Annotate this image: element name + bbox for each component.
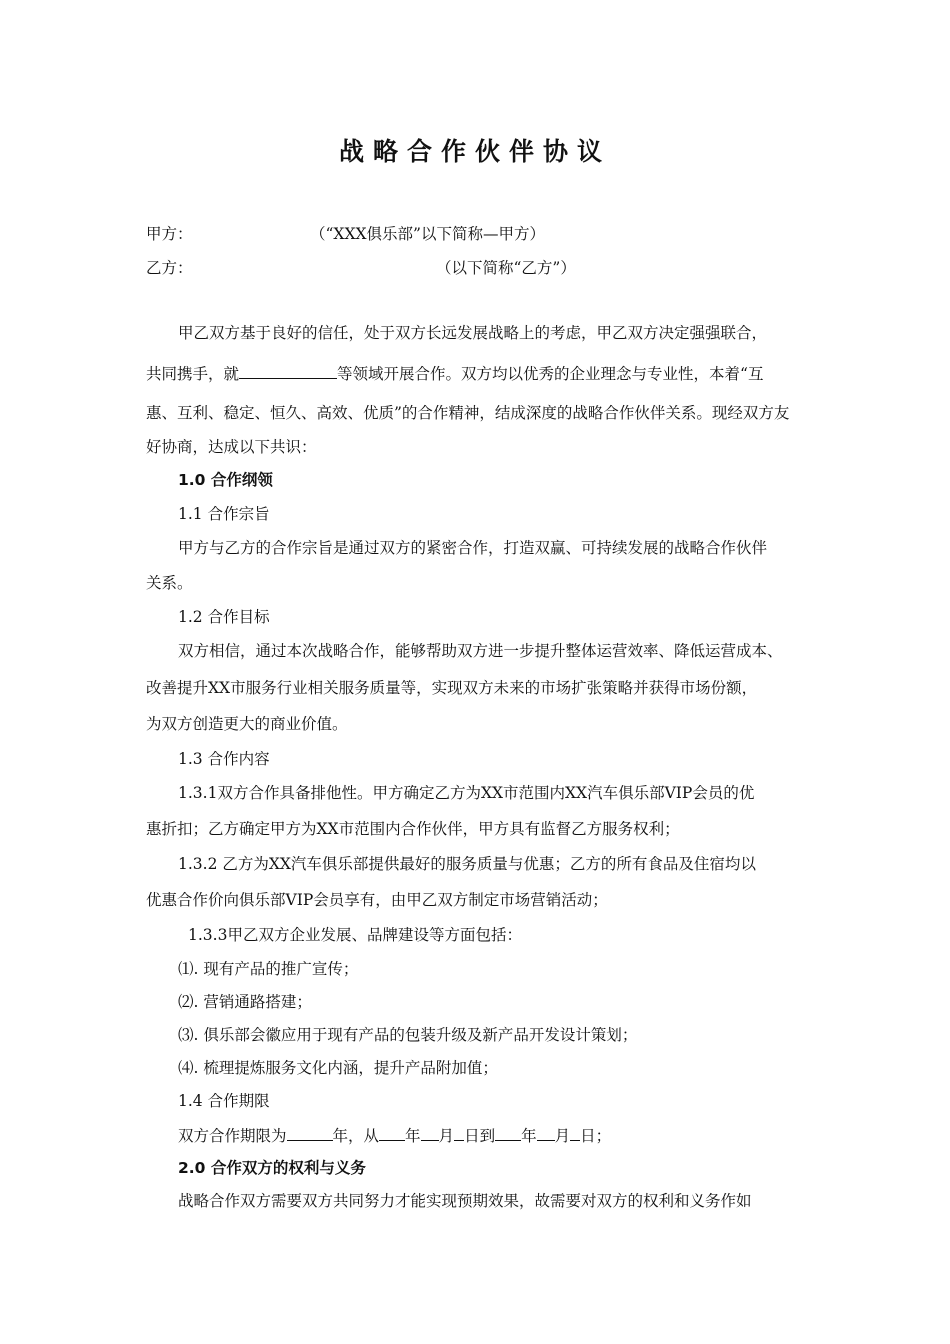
document-title: 战略合作伙伴协议 (338, 137, 611, 166)
section-1-3-heading: 1.3 合作内容 (178, 750, 270, 768)
intro-line-3: 惠、互利、稳定、恒久、高效、优质”的合作精神，结成深度的战略合作伙伴关系。现经双方友 (146, 404, 790, 422)
party-a-label: 甲方： (146, 225, 193, 243)
intro-line-2-end: 等领域开展合作。双方均以优秀的企业理念与专业性，本着“互 (337, 365, 764, 383)
section-1-4-heading: 1.4 合作期限 (178, 1092, 270, 1110)
list-item: ⑶. 俱乐部会徽应用于现有产品的包装升级及新产品开发设计策划； (178, 1026, 638, 1044)
section-1-1-line-2: 关系。 (146, 574, 193, 592)
term-line (178, 1124, 611, 1147)
intro-line-4: 好协商，达成以下共识： (146, 438, 317, 456)
term-text: 日； (580, 1127, 612, 1145)
party-b-label: 乙方： (146, 259, 193, 277)
intro-line-2-start: 共同携手，就 (146, 365, 240, 383)
list-item: ⑷. 梳理提炼服务文化内涵，提升产品附加值； (178, 1059, 498, 1077)
end-month-blank (537, 1124, 555, 1141)
term-text: 年 (405, 1127, 421, 1145)
section-1-2-line-1: 双方相信，通过本次战略合作，能够帮助双方进一步提升整体运营效率、降低运营成本、 (178, 642, 783, 660)
term-text: 月 (554, 1127, 571, 1145)
list-item: ⑴. 现有产品的推广宣传； (178, 960, 359, 978)
intro-line-1: 甲乙双方基于良好的信任，处于双方长远发展战略上的考虑，甲乙双方决定强强联合， (178, 324, 768, 342)
term-text: 日到 (464, 1127, 496, 1145)
section-1-1-heading: 1.1 合作宗旨 (178, 505, 270, 523)
start-month-blank (421, 1124, 439, 1141)
end-day-blank (570, 1124, 580, 1141)
section-1-3-2-line-2: 优惠合作价向俱乐部VIP会员享有，由甲乙双方制定市场营销活动； (146, 891, 608, 909)
term-text: 双方合作期限为 (178, 1127, 287, 1145)
intro-line-2 (146, 362, 763, 385)
term-text: 年，从 (332, 1127, 380, 1145)
section-2-line-1: 战略合作双方需要双方共同努力才能实现预期效果，故需要对双方的权利和义务作如 (178, 1192, 752, 1210)
section-1-heading: 1.0 合作纲领 (178, 471, 273, 489)
start-year-blank (379, 1124, 405, 1141)
section-1-2-heading: 1.2 合作目标 (178, 608, 270, 626)
party-b-note: （以下简称“乙方”） (436, 259, 576, 277)
start-day-blank (454, 1124, 464, 1141)
term-text: 月 (438, 1127, 455, 1145)
field-blank (239, 362, 337, 379)
section-1-2-line-3: 为双方创造更大的商业价值。 (146, 715, 348, 733)
end-year-blank (495, 1124, 521, 1141)
section-1-3-1-line-1: 1.3.1双方合作具备排他性。甲方确定乙方为XX市范围内XX汽车俱乐部VIP会员的优 (178, 784, 755, 802)
section-1-1-line-1: 甲方与乙方的合作宗旨是通过双方的紧密合作，打造双赢、可持续发展的战略合作伙伴 (178, 539, 768, 557)
section-2-heading: 2.0 合作双方的权利与义务 (178, 1159, 366, 1177)
section-1-3-3: 1.3.3甲乙双方企业发展、品牌建设等方面包括： (188, 926, 522, 944)
party-a-note: （“XXX俱乐部”以下简称—甲方） (310, 225, 545, 243)
section-1-2-line-2: 改善提升XX市服务行业相关服务质量等，实现双方未来的市场扩张策略并获得市场份额， (146, 679, 758, 697)
list-item: ⑵. 营销通路搭建； (178, 993, 312, 1011)
term-years-blank (287, 1124, 333, 1141)
section-1-3-1-line-2: 惠折扣；乙方确定甲方为XX市范围内合作伙伴，甲方具有监督乙方服务权利； (146, 820, 680, 838)
term-text: 年 (521, 1127, 537, 1145)
section-1-3-2-line-1: 1.3.2 乙方为XX汽车俱乐部提供最好的服务质量与优惠；乙方的所有食品及住宿均以 (178, 855, 756, 873)
